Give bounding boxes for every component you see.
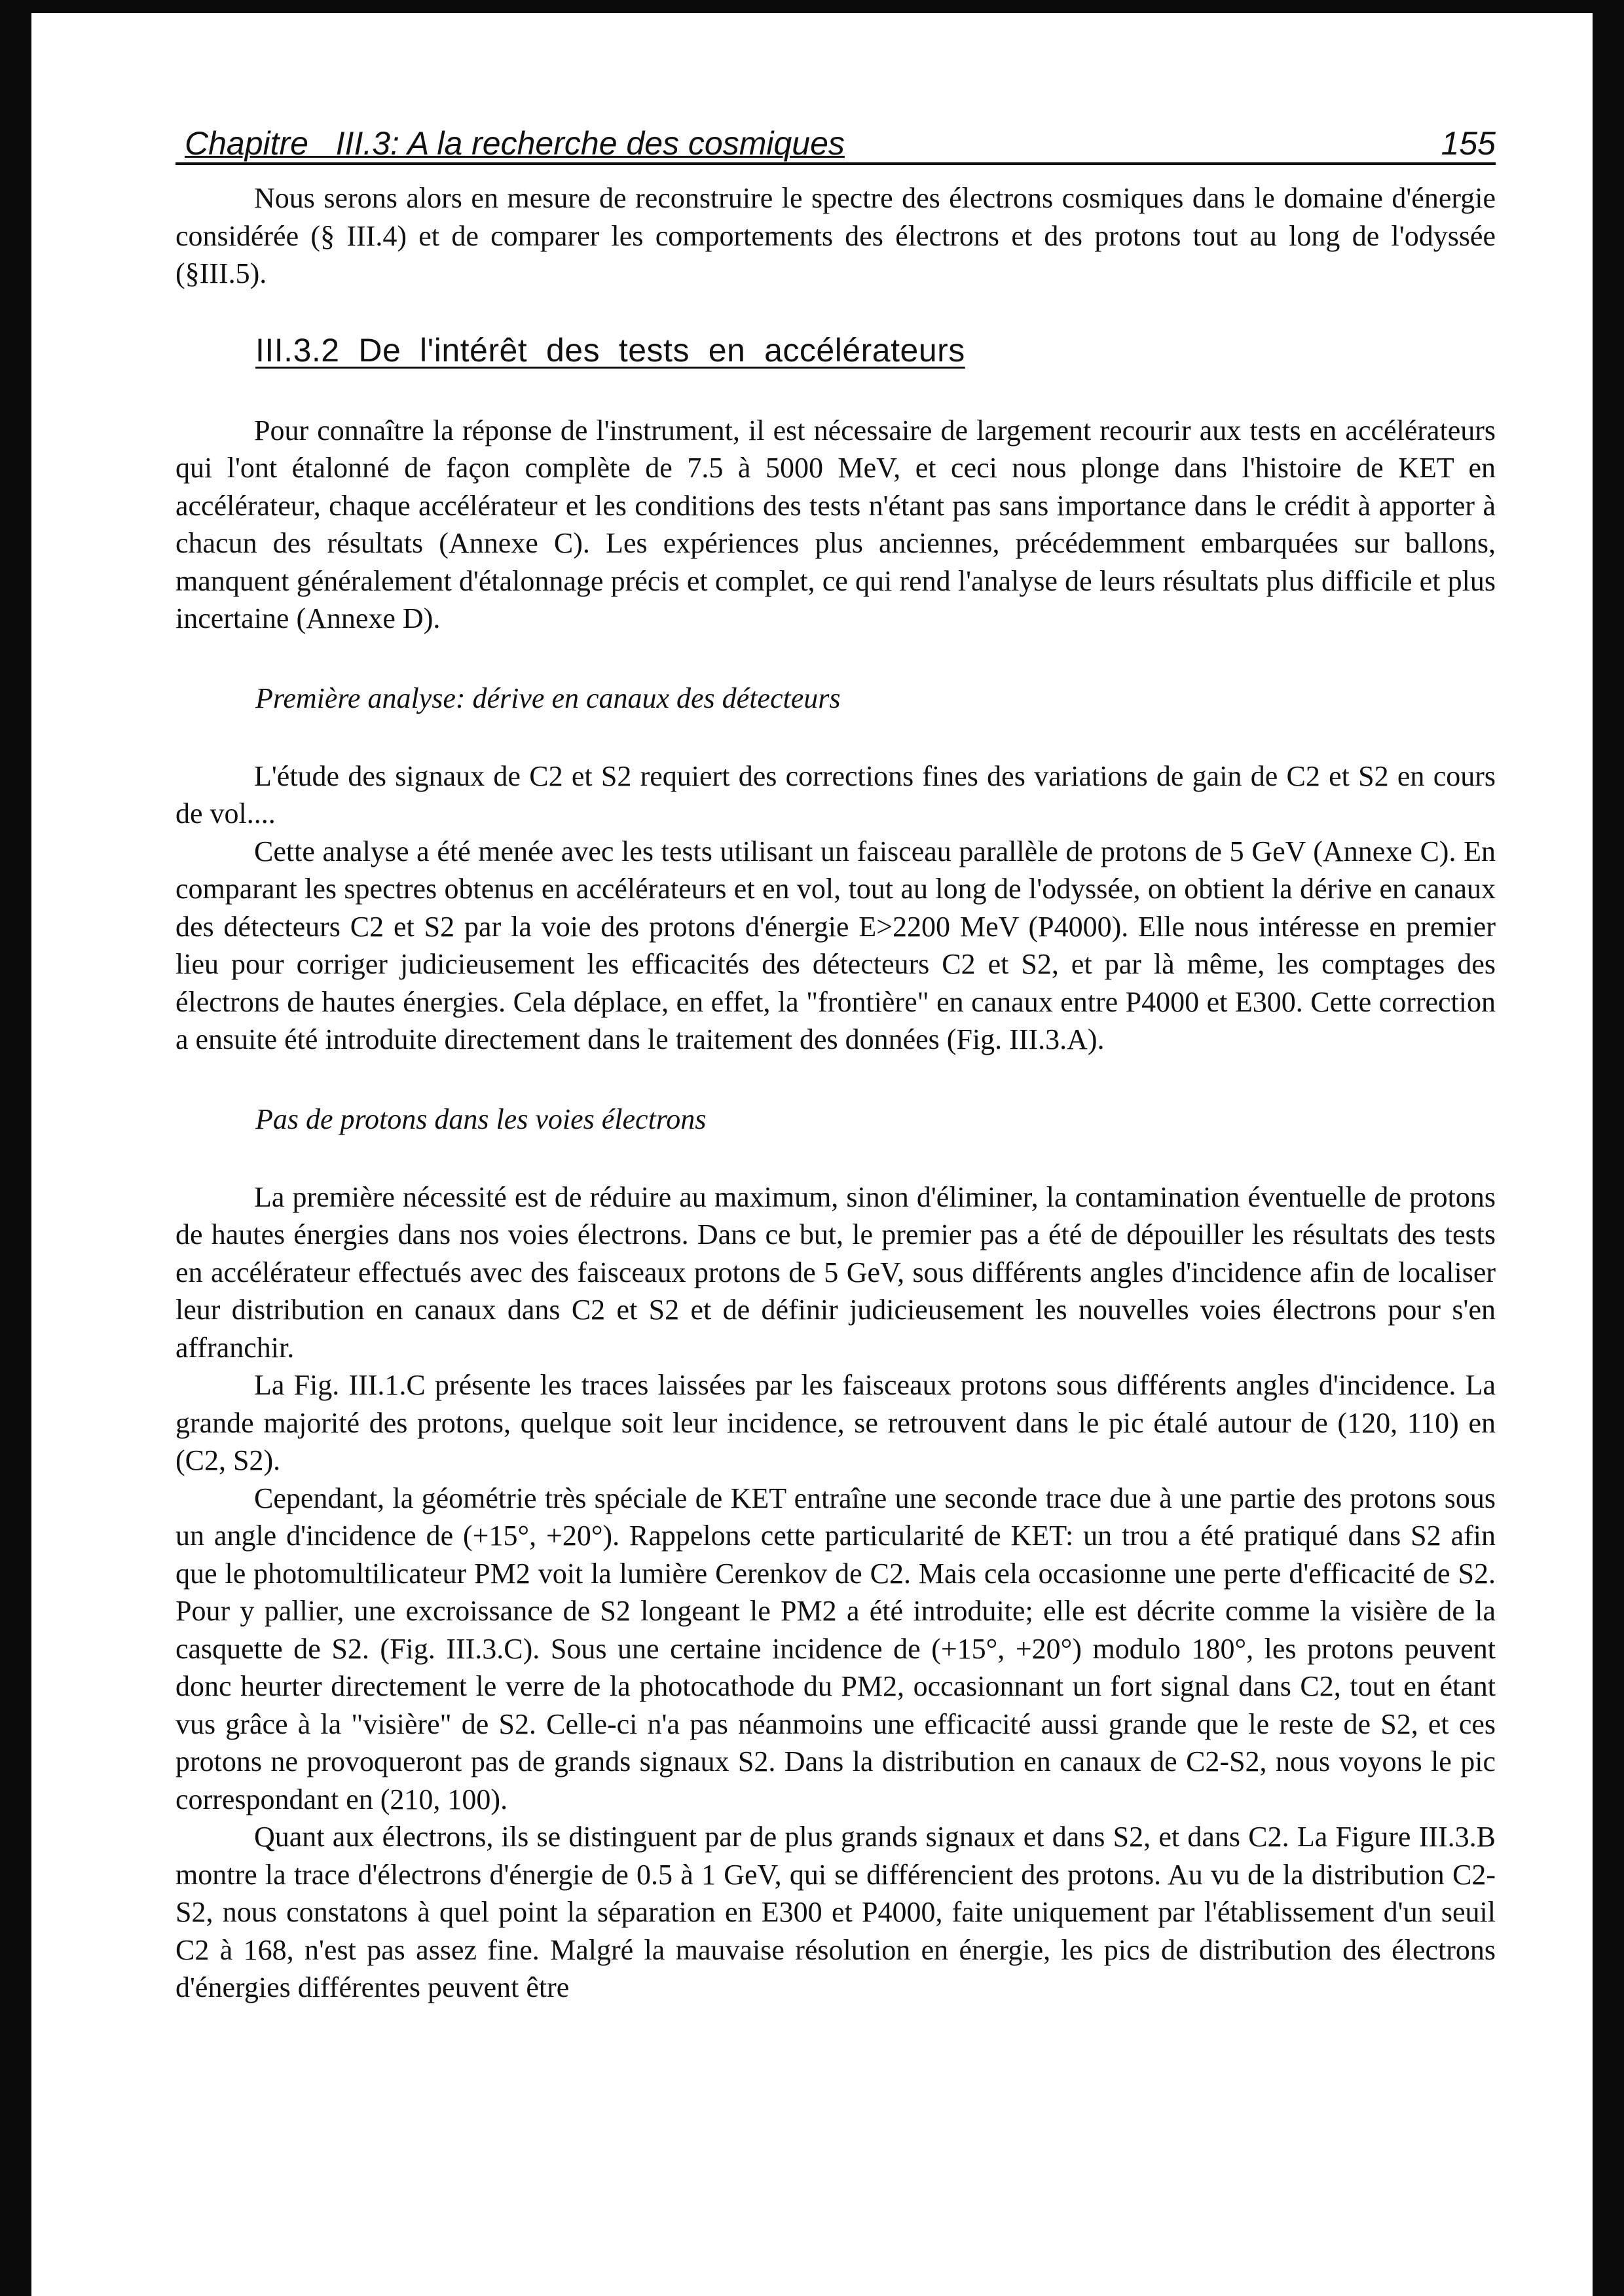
paragraph-electrons: Quant aux électrons, ils se distinguent par de plus grands signaux et dans S2, et dans C2. La Figure III.3.B montre la trace d'électrons d'énergie de 0.5 à 1 GeV, qui se différencient des protons. Au vu de la distribution C2-S2, nous constatons à quel point la séparation en E300 et P4000, faite uniquement par l'établissement d'un seuil C2 à 168, n'est pas assez fine. Malgré la mauvaise résolution en énergie, les pics de distribution des électrons d'énergies différentes peuvent être [175, 1821, 1496, 2003]
paragraph-protons-3: Cependant, la géométrie très spéciale de KET entraîne une seconde trace due à une partie des protons sous un angle d'incidence de (+15°, +20°). Rappelons cette particularité de KET: un trou a été pratiqué dans S2 afin que le photomultilicateur PM2 voit la lumière Cerenkov de C2. Mais cela occasionne une perte d'efficacité de S2. Pour y pallier, une excroissance de S2 longeant le PM2 a été introduite; elle est décrite comme la visière de la casquette de S2. (Fig. III.3.C). Sous une certaine incidence de (+15°, +20°) modulo 180°, les protons peuvent donc heurter directement le verre de la photocathode du PM2, occasionnant un fort signal dans C2, tout en étant vus grâce à la "visière" de S2. Celle-ci n'a pas néanmoins une efficacité aussi grande que le reste de S2, et ces protons ne provoqueront pas de grands signaux S2. Dans la distribution en canaux de C2-S2, nous voyons le pic correspondant en (210, 100). [175, 1482, 1496, 1815]
paragraph-protons-2: La Fig. III.1.C présente les traces laissées par les faisceaux protons sous différents angles d'incidence. La grande majorité des protons, quelque soit leur incidence, se retrouvent dans le pic étalé autour de (120, 110) en (C2, S2). [175, 1369, 1496, 1476]
scan-border-right [1593, 0, 1624, 2296]
running-header [175, 111, 1496, 165]
scan-border-left [0, 0, 31, 2296]
scan-border-top [0, 0, 1624, 13]
paragraph-tests: Pour connaître la réponse de l'instrument, il est nécessaire de largement recourir aux tests en accélérateurs qui l'ont étalonné de façon complète de 7.5 à 5000 MeV, et ceci nous plonge dans l'histoire de KET en accélérateur, chaque accélérateur et les conditions des tests n'étant pas sans importance dans le crédit à apporter à chacun des résultats (Annexe C). Les expériences plus anciennes, précédemment embarquées sur ballons, manquent généralement d'étalonnage précis et complet, ce qui rend l'analyse de leurs résultats plus difficile et plus incertaine (Annexe D). [175, 414, 1496, 634]
chapter-title: Chapitre III.3: A la recherche des cosmiques [185, 125, 845, 162]
subheading-derive: Première analyse: dérive en canaux des détecteurs [255, 682, 841, 714]
paragraph-intro: Nous serons alors en mesure de reconstruire le spectre des électrons cosmiques dans le domaine d'énergie considérée (§ III.4) et de comparer les comportements des électrons et des protons tout au long de l'odyssée (§III.5). [175, 182, 1496, 289]
page-content [175, 111, 1496, 2007]
body-text [175, 179, 1496, 2007]
paragraph-protons-1: La première nécessité est de réduire au maximum, sinon d'éliminer, la contamination éventuelle de protons de hautes énergies dans nos voies électrons. Dans ce but, le premier pas a été de dépouiller les résultats des tests en accélérateur effectués avec des faisceaux protons de 5 GeV, sous différents angles d'incidence afin de localiser leur distribution en canaux dans C2 et S2 et de définir judicieusement les nouvelles voies électrons pour s'en affranchir. [175, 1180, 1496, 1364]
page-number: 155 [1441, 125, 1496, 162]
section-heading: III.3.2 De l'intérêt des tests en accélérateurs [255, 331, 965, 369]
subheading-protons: Pas de protons dans les voies électrons [255, 1102, 707, 1135]
paragraph-derive-2: Cette analyse a été menée avec les tests utilisant un faisceau parallèle de protons de 5 GeV (Annexe C). En comparant les spectres obtenus en accélérateurs et en vol, tout au long de l'odyssée, on obtient la dérive en canaux des détecteurs C2 et S2 par la voie des protons d'énergie E>2200 MeV (P4000). Elle nous intéresse en premier lieu pour corriger judicieusement les efficacités des détecteurs C2 et S2, et par là même, les comptages des électrons de hautes énergies. Cela déplace, en effet, la "frontière" en canaux entre P4000 et E300. Cette correction a ensuite été introduite directement dans le traitement des données (Fig. III.3.A). [175, 835, 1496, 1055]
paragraph-derive-1: L'étude des signaux de C2 et S2 requiert des corrections fines des variations de gain de C2 et S2 en cours de vol.... [175, 759, 1496, 829]
